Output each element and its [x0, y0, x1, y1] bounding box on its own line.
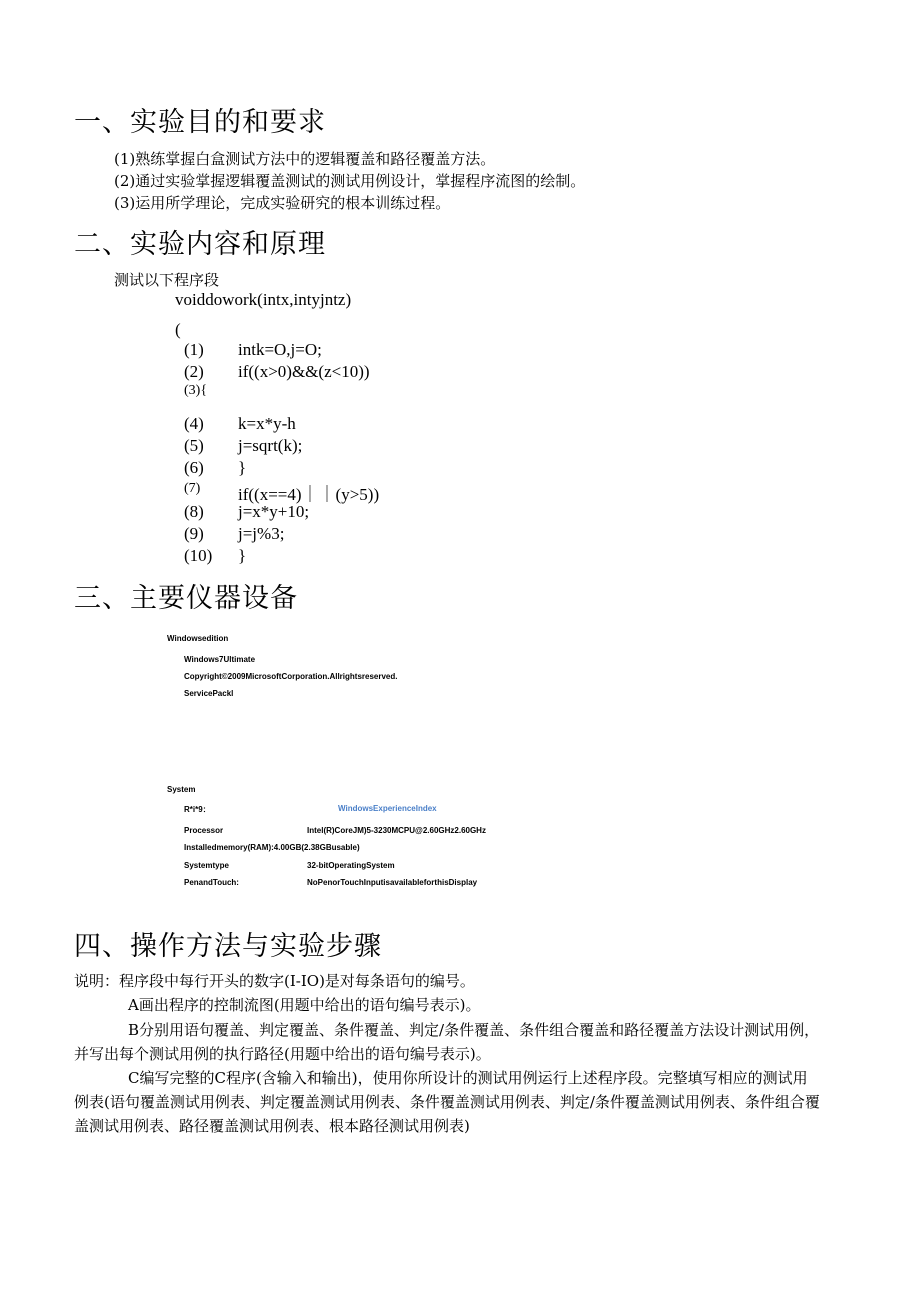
code-line-text: } [238, 546, 247, 565]
code-line-number: (8) [184, 502, 204, 521]
experience-index-link[interactable]: WindowsExperienceIndex [338, 804, 437, 813]
pen-label: PenandTouch: [184, 878, 239, 887]
code-intro: 测试以下程序段 [114, 271, 220, 289]
code-line-text: j=sqrt(k); [238, 436, 303, 455]
step-c: C编写完整的C程序(含输入和输出)，使用你所设计的测试用例运行上述程序段。完整填写相应的测试用例表(语句覆盖测试用例表、判定覆盖测试用例表、条件覆盖测试用例表、判定/条件覆盖测试用例表、条件组合覆盖测试用例表、路径覆盖测试用例表、根本路径测试用例表) [74, 1069, 820, 1135]
code-line-number: (3){ [184, 383, 208, 398]
section-heading-1: 一、实验目的和要求 [74, 107, 326, 138]
goal-item-1: (1)熟练掌握白盒测试方法中的逻辑覆盖和路径覆盖方法。 [114, 150, 496, 168]
memory-line: Installedmemory(RAM):4.00GB(2.38GBusable) [184, 843, 360, 852]
code-line-text: if((x>0)&&(z<10)) [238, 362, 370, 381]
code-signature: voiddowork(intx,intyjntz) [175, 290, 352, 309]
section-heading-4: 四、操作方法与实验步骤 [74, 931, 382, 962]
step-b: B分别用语句覆盖、判定覆盖、条件覆盖、判定/条件覆盖、条件组合覆盖和路径覆盖方法设计测试用例，并写出每个测试用例的执行路径(用题中给出的语句编号表示)。 [74, 1021, 820, 1063]
code-line-number: (9) [184, 524, 204, 543]
section-heading-2: 二、实验内容和原理 [74, 229, 326, 260]
system-heading: System [167, 785, 196, 794]
processor-label: Processor [184, 826, 224, 835]
code-line-number: (2) [184, 362, 204, 381]
edition-heading: Windowsedition [167, 634, 229, 643]
code-line-text: j=x*y+10; [238, 502, 310, 521]
code-line-text: intk=O,j=O; [238, 340, 322, 359]
processor-value: Intel(R)CoreJM)5-3230MCPU@2.60GHz2.60GHz [307, 826, 486, 835]
section-heading-3: 三、主要仪器设备 [74, 583, 298, 614]
code-line-number: (10) [184, 546, 213, 565]
steps-note: 说明：程序段中每行开头的数字(I-IO)是对每条语句的编号。 [74, 972, 475, 990]
code-line-text: if((x==4)｜｜(y>5)) [238, 485, 380, 504]
rating-label: R*i*9： [184, 805, 211, 814]
code-line-number: (7) [184, 481, 201, 496]
copyright-text: Copyright©2009MicrosoftCorporation.Allrightsreserved. [184, 672, 398, 681]
edition-name: Windows7Ultimate [184, 655, 256, 664]
code-line-text: k=x*y-h [238, 414, 296, 433]
code-line-number: (5) [184, 436, 204, 455]
pen-value: NoPenorTouchInputisavailableforthisDisplay [307, 878, 478, 887]
goal-item-2: (2)通过实验掌握逻辑覆盖测试的测试用例设计，掌握程序流图的绘制。 [114, 172, 586, 190]
step-a: A画出程序的控制流图(用题中给出的语句编号表示)。 [128, 996, 481, 1014]
code-line-number: (1) [184, 340, 204, 359]
code-line-text: } [238, 458, 247, 477]
service-pack: ServicePackl [184, 689, 234, 698]
code-line-number: (4) [184, 414, 204, 433]
code-line-text: j=j%3; [238, 524, 285, 543]
systype-value: 32-bitOperatingSystem [307, 861, 395, 870]
systype-label: Systemtype [184, 861, 229, 870]
goal-item-3: (3)运用所学理论，完成实验研究的根本训练过程。 [114, 194, 451, 212]
code-line-number: (6) [184, 458, 204, 477]
code-open-brace: ( [175, 320, 181, 339]
